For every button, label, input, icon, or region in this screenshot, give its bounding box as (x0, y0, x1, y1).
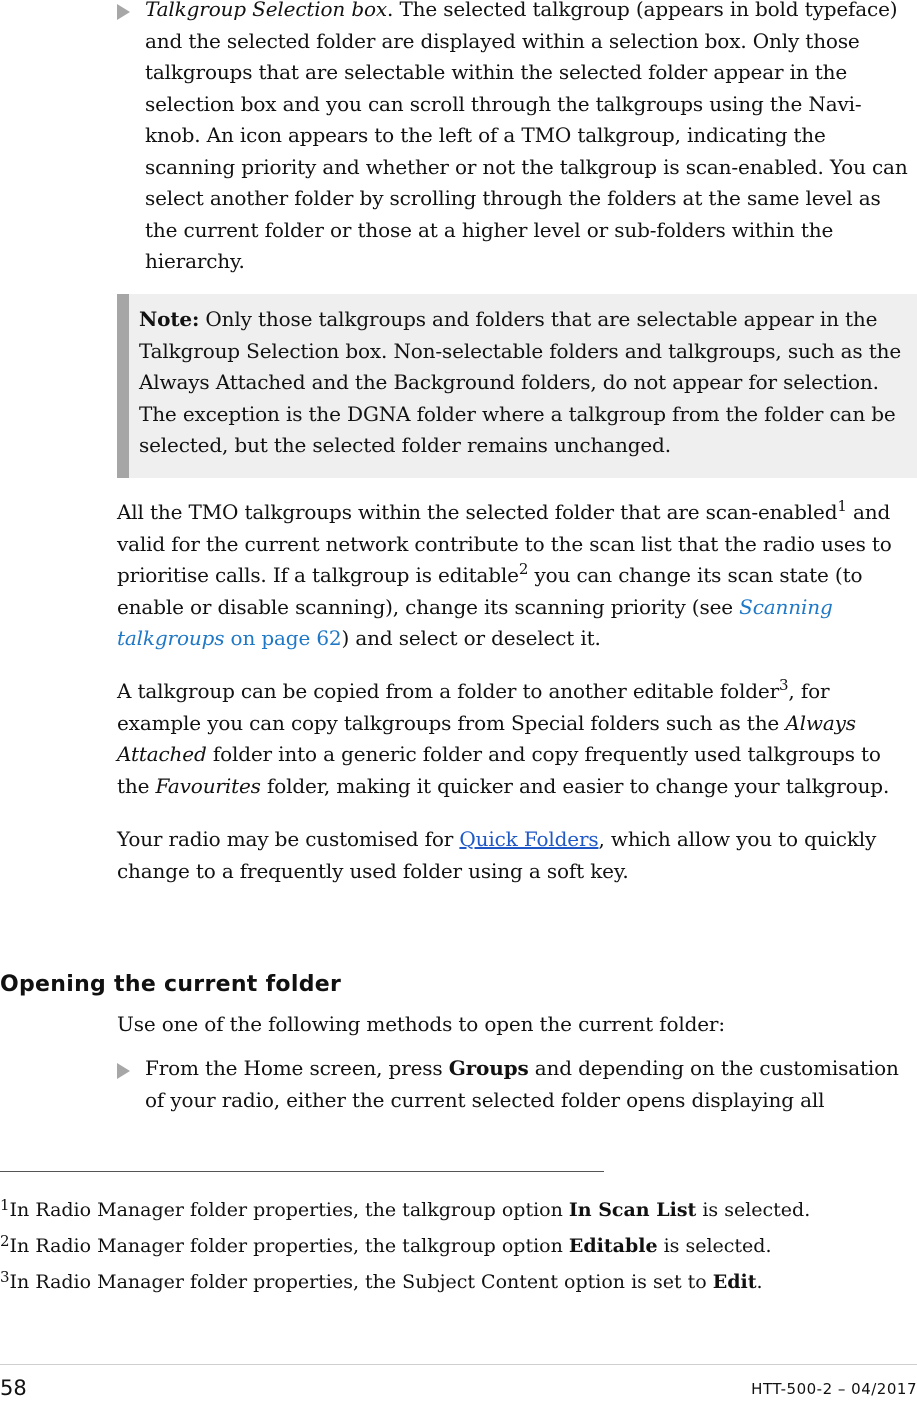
groups-key-label: Groups (448, 1056, 529, 1080)
note-body: Only those talkgroups and folders that are selectable appear in the Talkgroup Selection box. Non-selectable folders and talkgroups, such as the Always Attached and the Background folders, do not appear for selection. The exception is the DGNA folder where a talkgroup from the folder can be selected, but the selected folder remains unchanged. (139, 307, 902, 457)
footnote-ref-2[interactable]: 2 (518, 560, 529, 578)
footnote-1 (0, 1197, 810, 1223)
para2-text-2: , for example you can copy talkgroups from Special folders such as the (117, 679, 830, 735)
paragraph-scan-list (117, 497, 912, 655)
footnote-bold: In Scan List (568, 1199, 697, 1221)
note-bar (117, 294, 129, 478)
bullet2-text-2: and depending on the customisation of your radio, either the current selected folder opens displaying all (145, 1056, 899, 1112)
footnote-bold: Edit (712, 1271, 757, 1293)
footnote-text: In Radio Manager folder properties, the Subject Content option is set to (9, 1271, 713, 1293)
section-intro: Use one of the following methods to open the current folder: (117, 1012, 725, 1036)
footnote-end: is selected. (696, 1199, 811, 1221)
bullet-talkgroup-selection-box (145, 0, 913, 278)
footnote-text: In Radio Manager folder properties, the talkgroup option (9, 1199, 569, 1221)
xref-scanning-talkgroups[interactable]: Scanning talkgroups (117, 594, 833, 650)
paragraph-copy-talkgroup (117, 676, 912, 802)
xref-page-link[interactable]: on page 62 (224, 626, 342, 650)
footnote-ref-1[interactable]: 1 (837, 497, 847, 515)
footnote-text: In Radio Manager folder properties, the talkgroup option (9, 1235, 569, 1257)
bullet-triangle-icon (117, 4, 130, 20)
footnote-number: 2 (0, 1232, 10, 1250)
always-attached-term: Always Attached (117, 710, 856, 766)
para2-text-3: folder into a generic folder and copy frequently used talkgroups to the (117, 742, 881, 798)
footnote-number: 1 (0, 1196, 10, 1214)
footnote-divider (0, 1171, 604, 1172)
footnote-2 (0, 1233, 772, 1259)
footnote-bold: Editable (568, 1235, 658, 1257)
para2-text-1: A talkgroup can be copied from a folder to another editable folder (117, 679, 780, 703)
favourites-term: Favourites (155, 773, 261, 798)
paragraph-quick-folders (117, 824, 912, 887)
para3-text-2: , which allow you to quickly change to a frequently used folder using a soft key. (117, 827, 877, 883)
footnote-number: 3 (0, 1268, 10, 1286)
note-box (117, 294, 917, 478)
note-label: Note: (139, 307, 200, 331)
para1-text-3: you can change its scan state (to enable or disable scanning), change its scanning priority (see (117, 563, 863, 619)
footnote-ref-3[interactable]: 3 (779, 676, 789, 694)
footnote-end: is selected. (657, 1235, 772, 1257)
section-heading: Opening the current folder (0, 972, 342, 997)
document-id: HTT-500-2 – 04/2017 (751, 1380, 917, 1398)
para1-text-1: All the TMO talkgroups within the selected folder that are scan-enabled (117, 500, 838, 524)
page-number: 58 (0, 1376, 27, 1400)
para1-text-2: and valid for the current network contribute to the scan list that the radio uses to prioritise calls. If a talkgroup is editable (117, 500, 892, 587)
bullet2-text-1: From the Home screen, press (145, 1056, 449, 1080)
footnote-3 (0, 1269, 763, 1295)
note-text (139, 304, 909, 462)
quick-folders-link[interactable]: Quick Folders (459, 827, 599, 851)
bullet-triangle-icon (117, 1063, 130, 1079)
bullet-text: . The selected talkgroup (appears in bold typeface) and the selected folder are displayed within a selection box. Only those talkgroups that are selectable within the selected folder appear in the selection box and you can scroll through the talkgroups using the Navi-knob. An icon appears to the left of a TMO talkgroup, indicating the scanning priority and whether or not the talkgroup is scan-enabled. You can select another folder by scrolling through the folders at the same level as the current folder or those at a higher level or sub-folders within the hierarchy. (145, 0, 908, 273)
bullet-term: Talkgroup Selection box (145, 0, 388, 21)
para1-text-4: ) and select or deselect it. (341, 626, 601, 650)
para3-text-1: Your radio may be customised for (117, 827, 460, 851)
footer-divider (0, 1364, 917, 1365)
para2-text-4: folder, making it quicker and easier to change your talkgroup. (260, 773, 890, 798)
bullet-open-folder (145, 1053, 913, 1116)
footnote-end: . (756, 1271, 763, 1293)
